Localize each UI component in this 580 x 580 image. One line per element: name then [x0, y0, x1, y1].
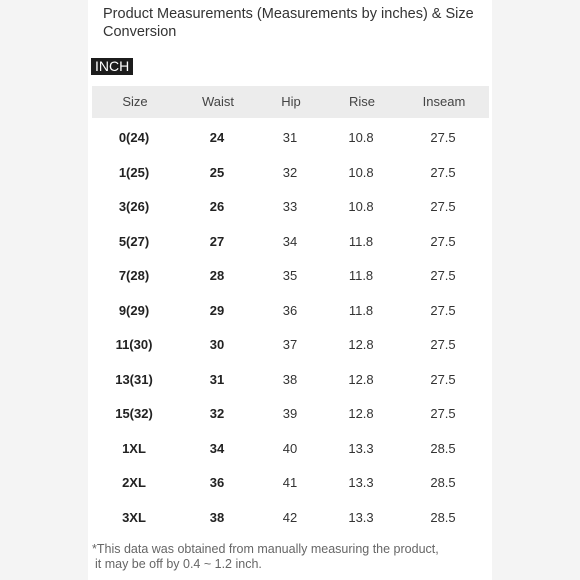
table-cell: 5(27) [118, 233, 150, 249]
table-cell: 12.8 [348, 406, 374, 421]
table-cell: 1XL [122, 440, 146, 456]
table-cell: 11(30) [115, 337, 153, 352]
table-cell: 3(26) [118, 199, 150, 214]
table-cell: 32 [282, 164, 298, 180]
table-header [92, 86, 489, 118]
table-cell: 27.5 [430, 268, 456, 283]
table-cell: 27.5 [430, 302, 456, 318]
table-cell: 12.8 [348, 337, 374, 352]
table-cell: 12.8 [348, 371, 374, 387]
note-line-1: *This data was obtained from manually measuring the product, [92, 542, 439, 556]
column-header-rise: Rise [348, 94, 376, 109]
note-line-2: it may be off by 0.4 ~ 1.2 inch. [95, 557, 262, 571]
table-cell: 13.3 [348, 440, 374, 456]
table-cell: 37 [282, 337, 298, 352]
table-cell: 13(31) [115, 371, 153, 387]
table-cell: 27.5 [430, 199, 456, 214]
table-row [0, 405, 580, 439]
disclaimer-note [92, 542, 492, 572]
table-cell: 28.5 [430, 475, 456, 490]
table-cell: 34 [282, 233, 298, 249]
table-cell: 10.8 [348, 164, 374, 180]
table-cell: 2XL [122, 475, 146, 490]
table-cell: 32 [209, 406, 225, 421]
table-cell: 26 [209, 199, 225, 214]
table-row [0, 509, 580, 543]
page-title: Product Measurements (Measurements by inches) & Size Conversion [103, 6, 474, 40]
table-cell: 40 [282, 440, 298, 456]
unit-badge: INCH [91, 58, 133, 75]
table-cell: 29 [209, 302, 225, 318]
table-cell: 38 [282, 371, 298, 387]
table-cell: 42 [282, 509, 298, 525]
table-cell: 30 [209, 337, 225, 352]
table-cell: 3XL [122, 509, 146, 525]
table-row [0, 371, 580, 405]
table-cell: 24 [209, 130, 225, 145]
table-cell: 7(28) [118, 268, 150, 283]
table-cell: 34 [209, 440, 225, 456]
table-cell: 27.5 [430, 233, 456, 249]
table-cell: 38 [209, 509, 225, 525]
table-cell: 25 [209, 164, 225, 180]
table-cell: 1(25) [118, 164, 150, 180]
table-cell: 27.5 [430, 406, 456, 421]
table-cell: 0(24) [118, 130, 150, 145]
table-cell: 11.8 [348, 268, 374, 283]
table-cell: 31 [209, 371, 225, 387]
table-cell: 13.3 [348, 509, 374, 525]
table-cell: 11.8 [348, 302, 374, 318]
table-cell: 33 [282, 199, 298, 214]
table-cell: 39 [282, 406, 298, 421]
table-cell: 36 [209, 475, 225, 490]
table-cell: 27.5 [430, 371, 456, 387]
table-row [0, 198, 580, 232]
column-header-inseam: Inseam [422, 94, 466, 109]
table-cell: 27.5 [430, 130, 456, 145]
table-cell: 15(32) [115, 406, 153, 421]
column-header-waist: Waist [201, 94, 235, 109]
table-row [0, 336, 580, 370]
table-row [0, 302, 580, 336]
table-cell: 27.5 [430, 337, 456, 352]
table-cell: 11.8 [348, 233, 374, 249]
table-cell: 10.8 [348, 130, 374, 145]
table-cell: 41 [282, 475, 298, 490]
table-cell: 27.5 [430, 164, 456, 180]
table-cell: 36 [282, 302, 298, 318]
table-cell: 10.8 [348, 199, 374, 214]
table-row [0, 233, 580, 267]
table-cell: 13.3 [348, 475, 374, 490]
table-cell: 28.5 [430, 509, 456, 525]
table-cell: 27 [209, 233, 225, 249]
column-header-size: Size [122, 94, 148, 109]
table-cell: 28.5 [430, 440, 456, 456]
column-header-hip: Hip [281, 94, 301, 109]
table-row [0, 440, 580, 474]
table-cell: 31 [282, 130, 298, 145]
table-row [0, 164, 580, 198]
table-row [0, 129, 580, 163]
table-cell: 28 [209, 268, 225, 283]
table-row [0, 474, 580, 508]
table-row [0, 267, 580, 301]
table-cell: 9(29) [118, 302, 150, 318]
table-cell: 35 [282, 268, 298, 283]
